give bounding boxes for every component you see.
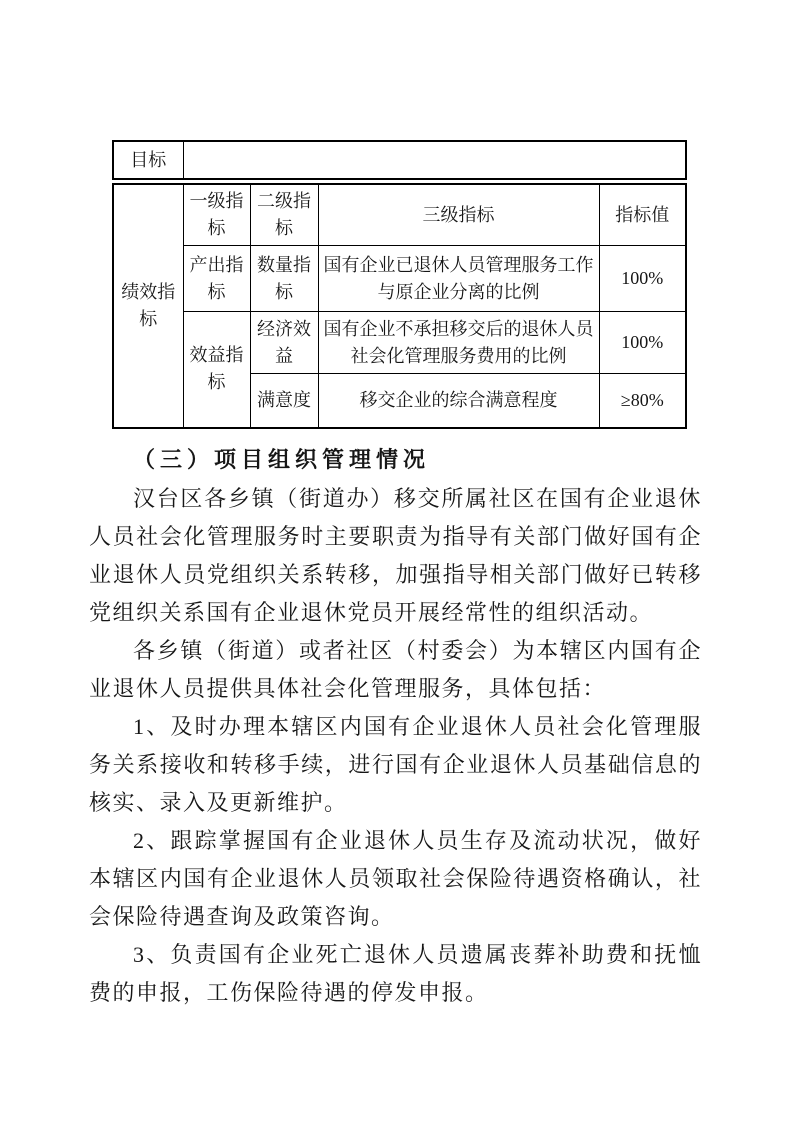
goal-table — [112, 140, 687, 180]
level2-cell: 数量指标 — [250, 246, 318, 312]
table-header-row — [113, 184, 686, 246]
level1-cell: 效益指标 — [183, 312, 250, 428]
paragraph: 3、负责国有企业死亡退休人员遗属丧葬补助费和抚恤费的申报，工伤保险待遇的停发申报。 — [89, 942, 702, 1005]
level2-header-cell: 二级指标 — [250, 184, 318, 246]
paragraph: 2、跟踪掌握国有企业退休人员生存及流动状况，做好本辖区内国有企业退休人员领取社会保险待遇资格确认，社会保险待遇查询及政策咨询。 — [89, 828, 702, 929]
level3-cell: 国有企业不承担移交后的退休人员社会化管理服务费用的比例 — [318, 312, 599, 374]
table-row — [113, 246, 686, 312]
level1-header-cell: 一级指标 — [183, 184, 250, 246]
indicator-table-area — [112, 140, 685, 429]
level3-header-cell: 三级指标 — [318, 184, 599, 246]
goal-label-cell: 目标 — [113, 141, 183, 179]
section-heading: （三）项目组织管理情况 — [133, 447, 431, 472]
table-row — [113, 141, 686, 179]
level1-cell: 产出指标 — [183, 246, 250, 312]
level3-cell: 国有企业已退休人员管理服务工作与原企业分离的比例 — [318, 246, 599, 312]
level3-cell: 移交企业的综合满意程度 — [318, 374, 599, 428]
performance-indicator-group-cell: 绩效指标 — [113, 184, 183, 428]
paragraph: 各乡镇（街道）或者社区（村委会）为本辖区内国有企业退休人员提供具体社会化管理服务，具体包括： — [89, 638, 702, 701]
body-text — [89, 440, 702, 1012]
paragraph: 汉台区各乡镇（街道办）移交所属社区在国有企业退休人员社会化管理服务时主要职责为指导有关部门做好国有企业退休人员党组织关系转移，加强指导相关部门做好已转移党组织关系国有企业退休党员开展经常性的组织活动。 — [89, 486, 702, 625]
level2-cell: 经济效益 — [250, 312, 318, 374]
indicator-value-header-cell: 指标值 — [599, 184, 686, 246]
table-row — [113, 312, 686, 374]
indicator-value-cell: 100% — [599, 246, 686, 312]
indicator-value-cell: 100% — [599, 312, 686, 374]
performance-indicator-table — [112, 183, 687, 429]
goal-value-cell — [183, 141, 686, 179]
paragraph: 1、及时办理本辖区内国有企业退休人员社会化管理服务关系接收和转移手续，进行国有企业退休人员基础信息的核实、录入及更新维护。 — [89, 714, 702, 815]
indicator-value-cell: ≥80% — [599, 374, 686, 428]
level2-cell: 满意度 — [250, 374, 318, 428]
